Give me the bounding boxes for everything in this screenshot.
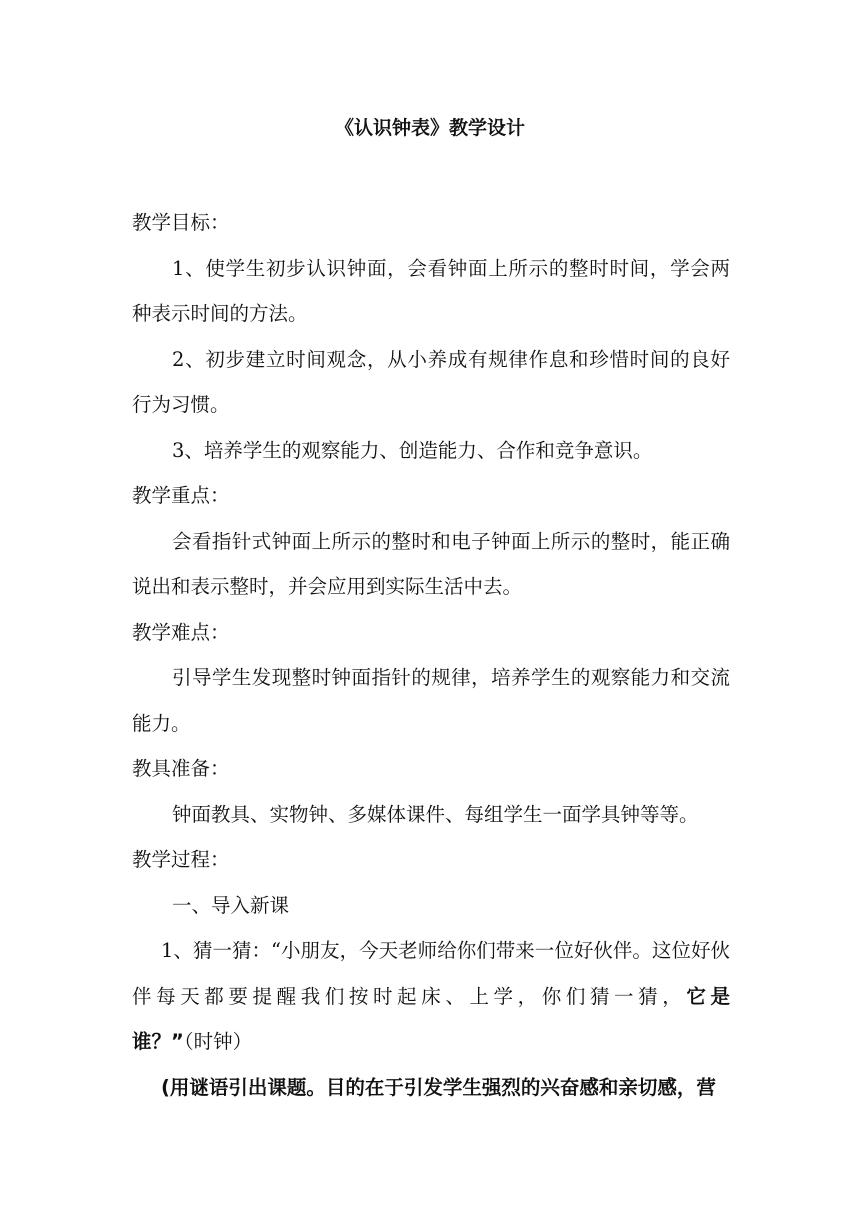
objective-item-3: 3、培养学生的观察能力、创造能力、合作和竞争意识。 xyxy=(172,438,653,462)
difficulties-text: 引导学生发现整时钟面指针的规律，培养学生的观察能力和交流能力。 xyxy=(132,666,730,735)
materials-heading: 教具准备： xyxy=(132,757,230,780)
process-heading: 教学过程： xyxy=(132,848,230,871)
riddle-text: 1、猜一猜：“小朋友，今天老师给你们带来一位好伙伴。这位好伙伴每天都要提醒我们按时起床、上学，你们猜一猜， xyxy=(132,939,730,1008)
design-note: (用谜语引出课题。目的在于引发学生强烈的兴奋感和亲切感，营 xyxy=(161,1075,716,1099)
document-title: 《认识钟表》教学设计 xyxy=(334,117,525,139)
riddle-question: 它是谁？” xyxy=(132,984,730,1053)
objectives-heading: 教学目标： xyxy=(132,211,230,234)
riddle-paragraph xyxy=(132,928,730,1065)
key-points-text: 会看指针式钟面上所示的整时和电子钟面上所示的整时，能正确说出和表示整时，并会应用到实际生活中去。 xyxy=(132,529,730,598)
materials-text: 钟面教具、实物钟、多媒体课件、每组学生一面学具钟等等。 xyxy=(172,802,699,826)
objective-item-2: 2、初步建立时间观念，从小养成有规律作息和珍惜时间的良好行为习惯。 xyxy=(132,347,730,416)
objective-item-1: 1、使学生初步认识钟面，会看钟面上所示的整时时间，学会两种表示时间的方法。 xyxy=(132,256,730,325)
riddle-answer: （时钟） xyxy=(183,1030,253,1053)
key-points-heading: 教学重点： xyxy=(132,484,230,507)
section-1-heading: 一、导入新课 xyxy=(172,893,290,917)
document-body xyxy=(132,200,730,1110)
difficulties-heading: 教学难点： xyxy=(132,620,230,644)
